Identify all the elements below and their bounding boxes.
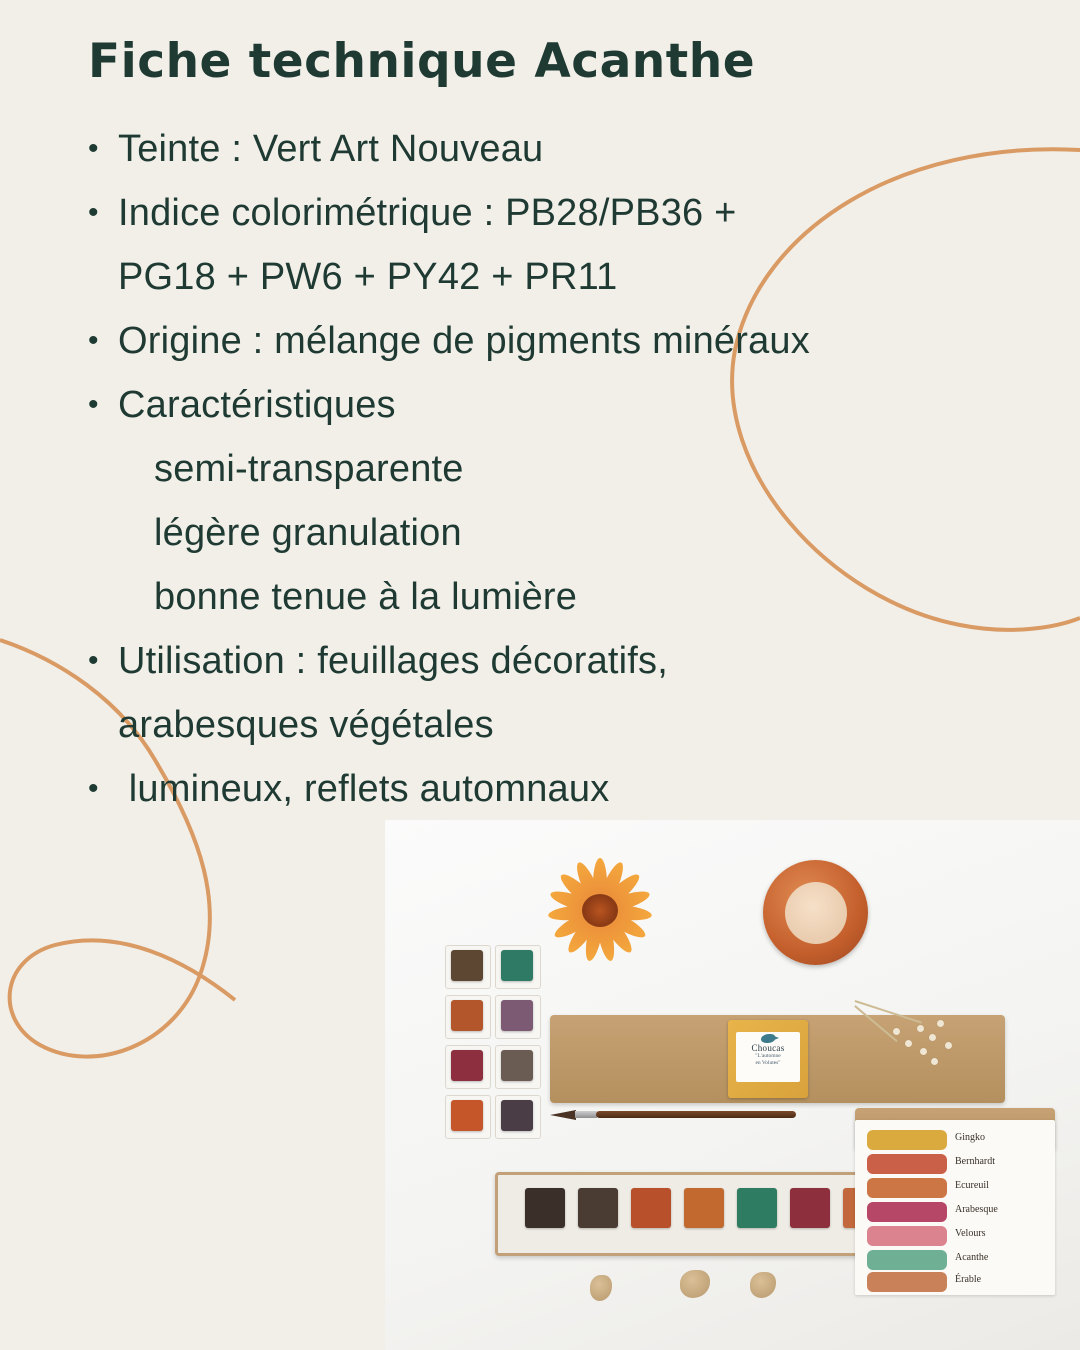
paint-pan (451, 950, 483, 981)
paint-pan (631, 1188, 671, 1228)
list-item-text: bonne tenue à la lumière (154, 576, 578, 618)
swatch-color (867, 1226, 947, 1246)
bullet-marker: • (88, 388, 99, 421)
swatch-name: Arabesque (955, 1204, 998, 1215)
swatch-name: Velours (955, 1228, 986, 1239)
swatch-color (867, 1130, 947, 1150)
swatch-color (867, 1202, 947, 1222)
list-item-text: Teinte : Vert Art Nouveau (118, 128, 544, 170)
bird-icon (761, 1034, 775, 1043)
list-item (84, 566, 1014, 628)
list-item (84, 502, 1014, 564)
swatch-color (867, 1154, 947, 1174)
list-item (84, 374, 1014, 436)
list-item-text: Origine : mélange de pigments minéraux (118, 320, 810, 362)
swatch-name: Gingko (955, 1132, 985, 1143)
paint-pan (451, 1100, 483, 1131)
list-item-text: lumineux, reflets automnaux (118, 768, 610, 810)
swatch-name: Bernhardt (955, 1156, 995, 1167)
bullet-marker: • (88, 196, 99, 229)
paint-pan (501, 950, 533, 981)
paint-pan (737, 1188, 777, 1228)
swatch-name: Acanthe (955, 1252, 989, 1263)
list-item (84, 118, 1014, 180)
swatch-color (867, 1272, 947, 1292)
product-photo (385, 820, 1080, 1350)
bullet-marker: • (88, 324, 99, 357)
list-item (84, 182, 1014, 244)
spec-list (84, 118, 1014, 822)
list-item (84, 246, 1014, 308)
paint-pan (790, 1188, 830, 1228)
paint-pan (451, 1000, 483, 1031)
paint-pan (501, 1100, 533, 1131)
swatch-name: Ecureuil (955, 1180, 989, 1191)
brush-handle (596, 1111, 796, 1118)
list-item-text: légère granulation (154, 512, 462, 554)
list-item-text: semi-transparente (154, 448, 464, 490)
paint-pan (684, 1188, 724, 1228)
sticker-subtitle-line1: "L'automne (755, 1053, 781, 1059)
list-item-text: Indice colorimétrique : PB28/PB36 + (118, 192, 737, 234)
swatch-color (867, 1250, 947, 1270)
list-item-text: Caractéristiques (118, 384, 396, 426)
product-sticker (728, 1020, 808, 1098)
swatch-color (867, 1178, 947, 1198)
paint-pan (451, 1050, 483, 1081)
list-item (84, 758, 1014, 820)
brush-tip (550, 1110, 576, 1120)
swatch-name: Érable (955, 1274, 982, 1285)
swatch-card (855, 1120, 1055, 1295)
sticker-label (736, 1032, 800, 1082)
paint-pan (501, 1000, 533, 1031)
list-item-text: PG18 + PW6 + PY42 + PR11 (118, 256, 618, 298)
paint-pan (501, 1050, 533, 1081)
candle-wax (785, 882, 847, 944)
sticker-brand: Choucas (751, 1043, 785, 1053)
sticker-subtitle-line2: en Volutes" (755, 1060, 781, 1066)
paint-pan (578, 1188, 618, 1228)
bullet-marker: • (88, 644, 99, 677)
bullet-marker: • (88, 132, 99, 165)
list-item (84, 630, 1014, 692)
flower-decoration (535, 850, 665, 970)
brush-ferrule (575, 1111, 597, 1118)
list-item (84, 438, 1014, 500)
paint-pan (525, 1188, 565, 1228)
bullet-marker: • (88, 772, 99, 805)
list-item-text: arabesques végétales (118, 704, 494, 746)
page-title: Fiche technique Acanthe (88, 34, 756, 89)
list-item (84, 310, 1014, 372)
list-item (84, 694, 1014, 756)
list-item-text: Utilisation : feuillages décoratifs, (118, 640, 669, 682)
